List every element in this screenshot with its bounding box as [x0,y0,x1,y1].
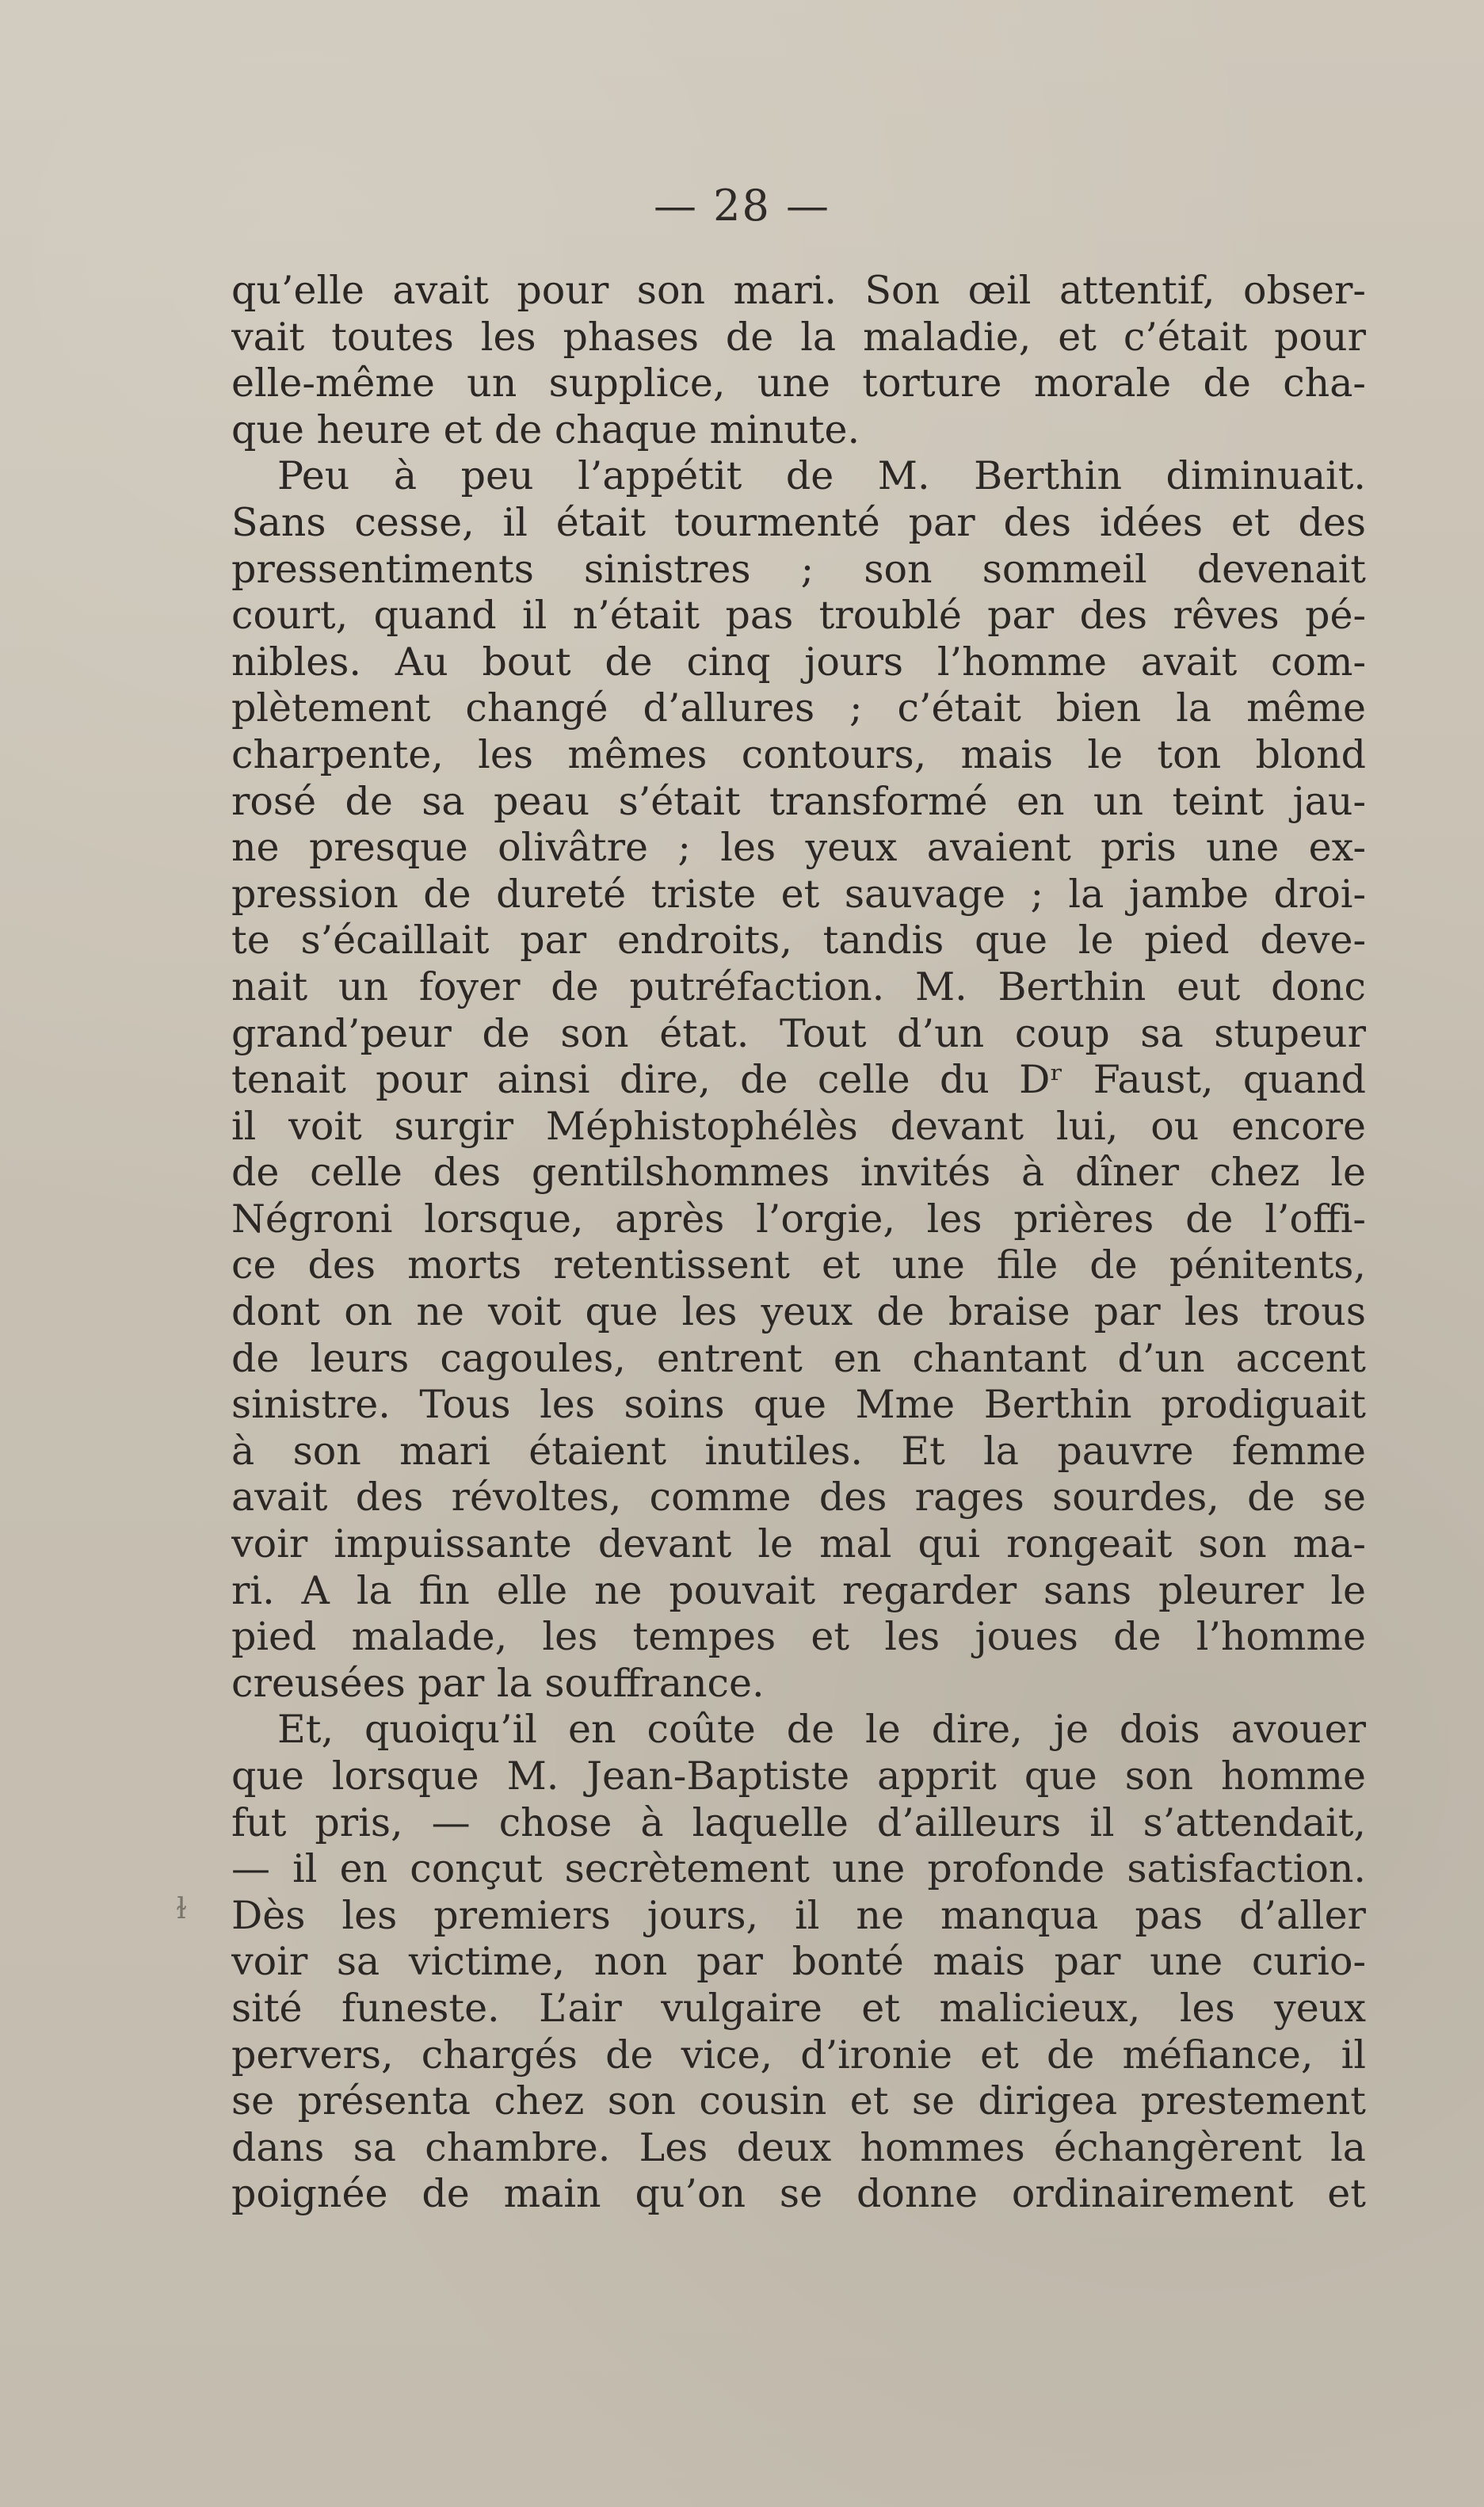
text-line: se présenta chez son cousin et se dirigea prestement [231,2078,1366,2124]
body-text [231,268,1366,2218]
text-line: que heure et de chaque minute. [231,406,860,452]
text-line: Sans cesse, il était tourmenté par des idées et des [231,499,1366,545]
text-line: que lorsque M. Jean-Baptiste apprit que son homme [231,1753,1366,1799]
text-line: avait des révoltes, comme des rages sourdes, de se [231,1475,1366,1521]
text-line: de leurs cagoules, entrent en chantant d’un accent [231,1335,1366,1381]
text-line: Dès les premiers jours, il ne manqua pas d’aller [231,1892,1366,1938]
paragraph-1 [231,268,1366,453]
text-line: Et, quoiqu’il en coûte de le dire, je dois avouer [277,1707,1366,1753]
text-line: qu’elle avait pour son mari. Son œil attentif, obser- [231,268,1366,313]
text-line: ri. A la fin elle ne pouvait regarder sans pleurer le [231,1567,1366,1613]
text-line: elle-même un supplice, une torture morale de cha- [231,361,1366,406]
text-line: ce des morts retentissent et une file de pénitents, [231,1242,1366,1288]
text-line: charpente, les mêmes contours, mais le ton blond [231,731,1366,777]
text-line: fut pris, — chose à laquelle d’ailleurs il s’attendait, [231,1799,1366,1845]
margin-mark: ɫ [176,1893,187,1925]
text-line: dont on ne voit que les yeux de braise par les trous [231,1289,1366,1335]
text-line: pervers, chargés de vice, d’ironie et de méfiance, il [231,2032,1366,2078]
text-line: de celle des gentilshommes invités à dîner chez le [231,1150,1366,1196]
text-line: à son mari étaient inutiles. Et la pauvre femme [231,1428,1366,1474]
text-line: Peu à peu l’appétit de M. Berthin diminuait. [277,453,1366,499]
text-line: nait un foyer de putréfaction. M. Berthin eut donc [231,963,1366,1009]
text-line: grand’peur de son état. Tout d’un coup sa stupeur [231,1010,1366,1056]
text-line: court, quand il n’était pas troublé par des rêves pé- [231,593,1366,639]
text-line: voir sa victime, non par bonté mais par une curio- [231,1939,1366,1985]
text-line: creusées par la souffrance. [231,1660,765,1706]
text-line: dans sa chambre. Les deux hommes échangèrent la [231,2124,1366,2170]
text-line: tenait pour ainsi dire, de celle du Dʳ Faust, quand [231,1057,1366,1103]
page-number: — 28 — [653,181,831,231]
text-line: Négroni lorsque, après l’orgie, les prières de l’offi- [231,1196,1366,1242]
text-line: te s’écaillait par endroits, tandis que le pied deve- [231,918,1366,963]
text-line: sité funeste. L’air vulgaire et malicieux, les yeux [231,1985,1366,2031]
text-line: plètement changé d’allures ; c’était bien la même [231,685,1366,731]
text-line: il voit surgir Méphistophélès devant lui, ou encore [231,1103,1366,1149]
text-line: pression de dureté triste et sauvage ; la jambe droi- [231,871,1366,917]
text-line: pressentiments sinistres ; son sommeil devenait [231,546,1366,592]
text-line: ne presque olivâtre ; les yeux avaient pris une ex- [231,825,1366,871]
text-line: nibles. Au bout de cinq jours l’homme avait com- [231,639,1366,685]
text-line: sinistre. Tous les soins que Mme Berthin prodiguait [231,1382,1366,1428]
paragraph-3 [231,1707,1366,2218]
text-line: vait toutes les phases de la maladie, et c’était pour [231,314,1366,360]
text-line: pied malade, les tempes et les joues de l’homme [231,1614,1366,1660]
text-line: — il en conçut secrètement une profonde satisfaction. [231,1846,1366,1892]
text-line: poignée de main qu’on se donne ordinairement et [231,2171,1366,2217]
text-line: rosé de sa peau s’était transformé en un teint jau- [231,778,1366,824]
text-line: voir impuissante devant le mal qui rongeait son ma- [231,1521,1366,1567]
paragraph-2 [231,453,1366,1707]
